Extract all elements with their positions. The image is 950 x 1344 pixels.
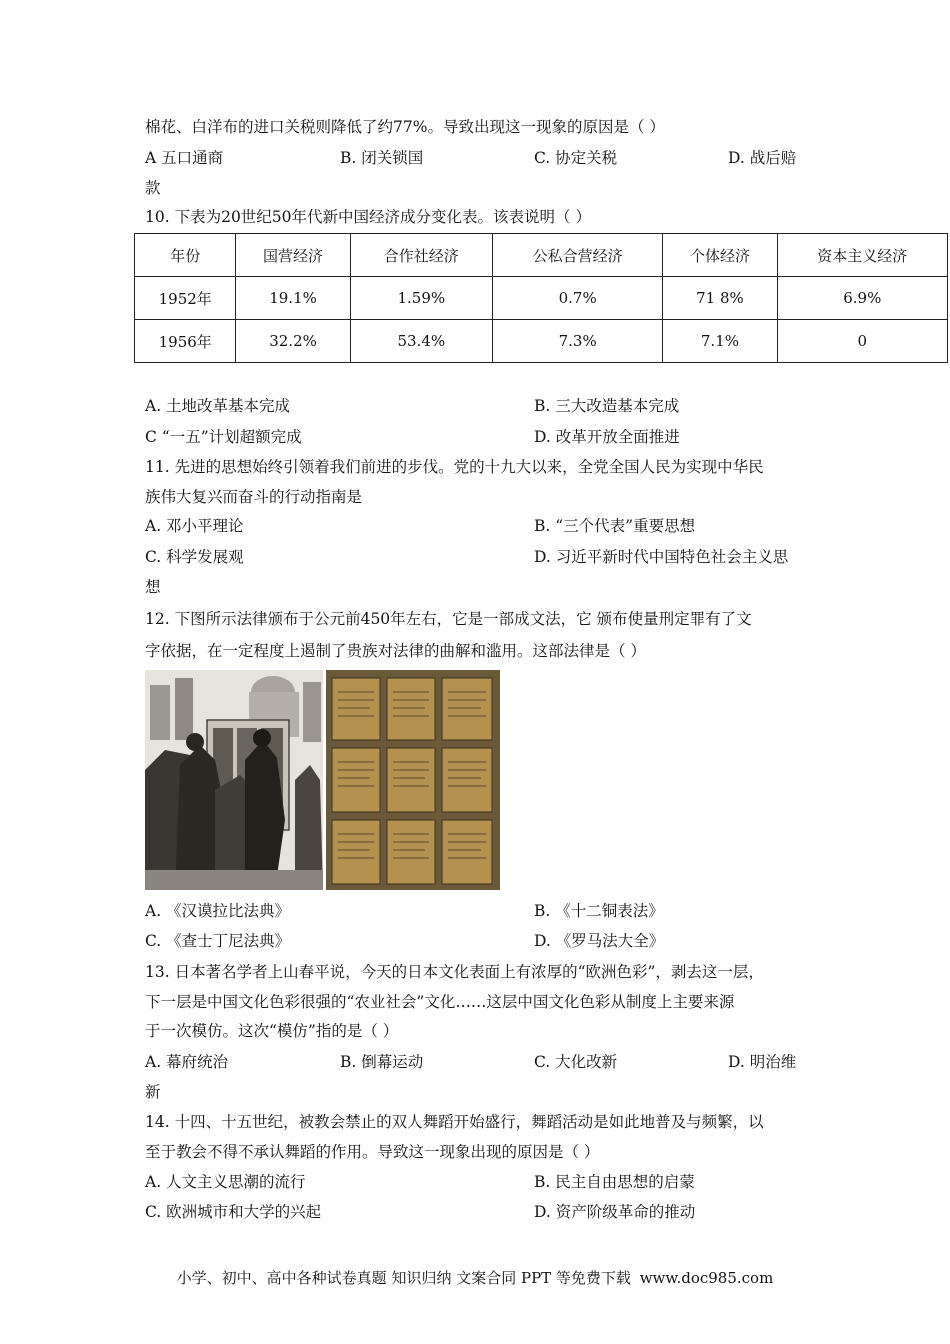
q11-option-c: C. 科学发展观 (145, 548, 244, 566)
page-footer (0, 1268, 950, 1288)
q14-stem-line1: 14. 十四、十五世纪，被教会禁止的双人舞蹈开始盛行，舞蹈活动是如此地普及与频繁，以 (145, 1113, 764, 1131)
table-cell: 1.59% (350, 277, 492, 320)
q12-option-a: A. 《汉谟拉比法典》 (145, 902, 291, 920)
q14-option-a: A. 人文主义思潮的流行 (145, 1173, 306, 1191)
footer-text: 小学、初中、高中各种试卷真题 知识归纳 文案合同 PPT 等免费下载 (176, 1269, 631, 1287)
economy-table (134, 233, 948, 363)
footer-site-link[interactable]: www.doc985.com (639, 1269, 774, 1287)
twelve-tables-picture (145, 670, 500, 890)
q13-stem-line1: 13. 日本著名学者上山春平说，今天的日本文化表面上有浓厚的“欧洲色彩”，剥去这一层， (145, 963, 764, 981)
table-header-cell: 国营经济 (236, 234, 350, 277)
q13-option-b: B. 倒幕运动 (340, 1053, 424, 1071)
q9-option-b: B. 闭关锁国 (340, 149, 424, 167)
q9-option-d: D. 战后赔 (728, 149, 797, 167)
q10-option-b: B. 三大改造基本完成 (534, 397, 680, 415)
q10-option-d: D. 改革开放全面推进 (534, 428, 680, 446)
q12-stem-line2: 字依据，在一定程度上遏制了贵族对法律的曲解和滥用。这部法律是（ ） (145, 642, 646, 660)
table-cell: 32.2% (236, 320, 350, 363)
table-row (135, 320, 948, 363)
table-header-cell: 年份 (135, 234, 236, 277)
q11-option-b: B. “三个代表”重要思想 (534, 517, 696, 535)
table-header-cell: 个体经济 (663, 234, 777, 277)
q12-option-c: C. 《查士丁尼法典》 (145, 932, 291, 950)
q9-option-d-wrap: 款 (145, 179, 161, 197)
q13-option-c: C. 大化改新 (534, 1053, 618, 1071)
table-cell: 71 8% (663, 277, 777, 320)
q10-option-c: C “一五”计划超额完成 (145, 428, 302, 446)
table-cell: 0.7% (492, 277, 662, 320)
q11-option-d-wrap: 想 (145, 578, 161, 596)
table-header-cell: 公私合营经济 (492, 234, 662, 277)
table-cell: 1956年 (135, 320, 236, 363)
q14-option-c: C. 欧洲城市和大学的兴起 (145, 1203, 322, 1221)
table-cell: 1952年 (135, 277, 236, 320)
table-row (135, 277, 948, 320)
q14-option-b: B. 民主自由思想的启蒙 (534, 1173, 695, 1191)
q14-stem-line2: 至于教会不得不承认舞蹈的作用。导致这一现象出现的原因是（ ） (145, 1143, 600, 1161)
q13-stem-line3: 于一次模仿。这次“模仿”指的是（ ） (145, 1022, 399, 1040)
q14-option-d: D. 资产阶级革命的推动 (534, 1203, 696, 1221)
table-cell: 19.1% (236, 277, 350, 320)
q12-option-b: B. 《十二铜表法》 (534, 902, 664, 920)
q9-option-c: C. 协定关税 (534, 149, 618, 167)
q9-stem-tail: 棉花、白洋布的进口关税则降低了约77%。导致出现这一现象的原因是（ ） (145, 118, 665, 136)
q13-stem-line2: 下一层是中国文化色彩很强的“农业社会”文化……这层中国文化色彩从制度上主要来源 (145, 993, 735, 1011)
table-header-row (135, 234, 948, 277)
table-cell: 7.3% (492, 320, 662, 363)
q12-stem-line1: 12. 下图所示法律颁布于公元前450年左右，它是一部成文法，它 颁布使量刑定罪有了文 (145, 610, 752, 628)
table-header-cell: 合作社经济 (350, 234, 492, 277)
table-cell: 6.9% (777, 277, 947, 320)
q13-option-d: D. 明治维 (728, 1053, 797, 1071)
q9-option-a: A 五口通商 (145, 149, 224, 167)
table-cell: 0 (777, 320, 947, 363)
table-cell: 7.1% (663, 320, 777, 363)
twelve-tables-illustration (145, 670, 500, 890)
q10-option-a: A. 土地改革基本完成 (145, 397, 291, 415)
q13-option-a: A. 幕府统治 (145, 1053, 229, 1071)
table-header-cell: 资本主义经济 (777, 234, 947, 277)
q13-option-d-wrap: 新 (145, 1083, 161, 1101)
q12-option-d: D. 《罗马法大全》 (534, 932, 665, 950)
q11-option-a: A. 邓小平理论 (145, 517, 244, 535)
q11-stem-line1: 11. 先进的思想始终引领着我们前进的步伐。党的十九大以来，全党全国人民为实现中华民 (145, 458, 764, 476)
q11-option-d: D. 习近平新时代中国特色社会主义思 (534, 548, 789, 566)
table-cell: 53.4% (350, 320, 492, 363)
q10-stem: 10. 下表为20世纪50年代新中国经济成分变化表。该表说明（ ） (145, 208, 591, 226)
q11-stem-line2: 族伟大复兴而奋斗的行动指南是 (145, 488, 363, 506)
